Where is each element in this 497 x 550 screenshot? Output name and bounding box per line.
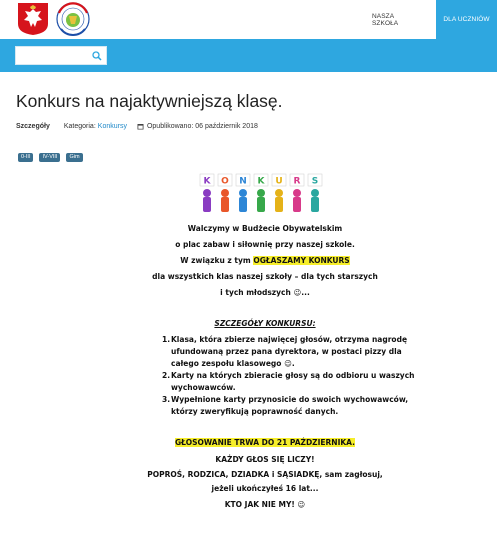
nav-item-nasza-szkola[interactable]: NASZA SZKOŁA: [372, 12, 399, 27]
highlighted-announcement: OGŁASZAMY KONKURS: [253, 256, 350, 265]
banner-letter: K: [203, 176, 211, 187]
category-link[interactable]: Konkursy: [97, 123, 127, 130]
closing-line: KAŻDY GŁOS SIĘ LICZY!: [215, 455, 315, 464]
body-line: o plac zabaw i siłownię przy naszej szkole.: [175, 240, 355, 249]
rule-item: 1.Klasa, która zbierze najwięcej głosów, otrzyma nagrodę: [162, 335, 408, 344]
konkurs-banner-image: [198, 171, 330, 216]
search-input[interactable]: [15, 46, 107, 65]
voting-deadline: [0, 438, 497, 447]
article-meta: [16, 123, 258, 130]
details-heading-text: SZCZEGÓŁY KONKURSU:: [214, 319, 316, 328]
banner-letter: U: [275, 176, 283, 187]
banner-letter: S: [311, 176, 319, 187]
banner-letter: O: [221, 176, 229, 187]
details-label: Szczegóły: [16, 123, 50, 130]
page-title: Konkurs na najaktywniejszą klasę.: [16, 91, 283, 111]
rule-item-cont: którzy zweryfikują poprawność danych.: [171, 407, 339, 416]
closing-line: POPROŚ, RODZICA, DZIADKA i SĄSIADKĘ, sam zagłosuj,: [147, 470, 383, 479]
published-text: Opublikowano: 06 październik 2018: [146, 123, 258, 130]
rule-text: Wypełnione karty przynosicie do swoich wychowawców,: [171, 395, 409, 404]
rule-item-cont: ufundowaną przez pana dyrektora, w postaci pizzy dla: [171, 347, 402, 356]
body-line: i tych młodszych 😉...: [220, 288, 310, 297]
main-nav: [362, 0, 497, 39]
body-line: [0, 256, 497, 265]
body-line: Walczymy w Budżecie Obywatelskim: [187, 224, 343, 233]
nav-item-dla-uczniow[interactable]: DLA UCZNIÓW: [436, 0, 497, 39]
details-heading: [0, 319, 497, 328]
search-icon[interactable]: [92, 51, 102, 61]
published-date: [137, 123, 258, 130]
polish-emblem-logo[interactable]: [17, 2, 49, 36]
school-logo[interactable]: [51, 1, 95, 38]
rule-item-cont: wychowawców.: [171, 383, 236, 392]
banner-letter: N: [239, 176, 247, 187]
calendar-icon: [137, 123, 144, 130]
rule-item: 3.Wypełnione karty przynosicie do swoich wychowawców,: [162, 395, 409, 404]
body-line-prefix: W związku z tym: [180, 256, 251, 265]
rule-text: Klasa, która zbierze najwięcej głosów, otrzyma nagrodę: [171, 335, 408, 344]
banner-letter: K: [257, 176, 265, 187]
closing-line: jeżeli ukończyłeś 16 lat...: [211, 484, 319, 493]
tag-list: [18, 153, 89, 162]
header: [0, 0, 497, 39]
tag-0-iii[interactable]: 0-III: [18, 153, 33, 162]
rule-item-cont: całego zespołu klasowego 😉.: [171, 359, 295, 368]
tag-iv-viii[interactable]: IV-VIII: [39, 153, 60, 162]
tag-gim[interactable]: Gim: [66, 153, 82, 162]
banner-letter: R: [293, 176, 301, 187]
category-label: Kategoria:: [63, 123, 96, 130]
rule-item: 2.Karty na których zbieracie głosy są do odbioru u waszych: [162, 371, 415, 380]
rule-text: Karty na których zbieracie głosy są do odbioru u waszych: [171, 371, 415, 380]
closing-line: KTO JAK NIE MY! 😉: [224, 500, 306, 509]
body-line: dla wszystkich klas naszej szkoły – dla tych starszych: [152, 272, 378, 281]
voting-deadline-text: GŁOSOWANIE TRWA DO 21 PAŹDZIERNIKA.: [175, 438, 355, 447]
